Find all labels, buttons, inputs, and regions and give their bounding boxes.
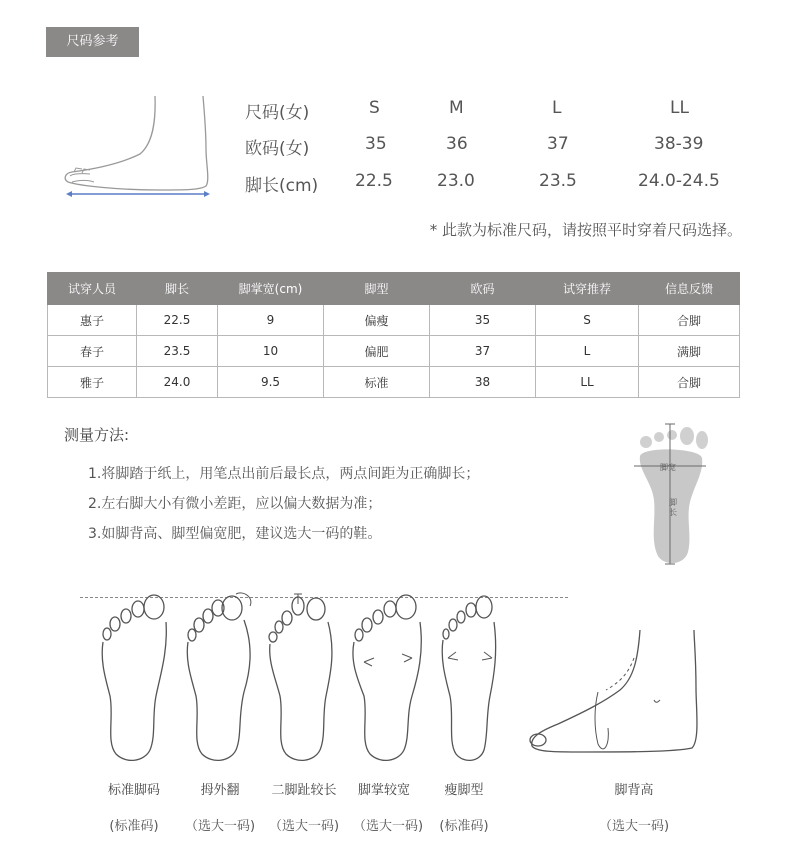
foot-type-label: 二脚趾较长 <box>271 783 337 798</box>
sole-length-label: 脚长 <box>669 498 677 517</box>
size-cell: 36 <box>446 134 468 154</box>
long-second-toe-icon <box>266 592 342 762</box>
size-reference-tag: 尺码参考 <box>46 27 139 57</box>
high-instep-icon <box>524 628 704 768</box>
table-cell: L <box>536 336 639 367</box>
size-row-label: 脚长(cm) <box>245 176 319 196</box>
table-cell: 满脚 <box>639 336 740 367</box>
measure-step: 1.将脚踏于纸上，用笔点出前后最长点，两点间距为正确脚长； <box>88 466 480 482</box>
column-header: 脚型 <box>324 273 430 305</box>
foot-type-label: 标准脚码 <box>107 783 160 798</box>
size-cell: 35 <box>365 134 387 154</box>
foot-sole-illustration <box>630 420 710 566</box>
foot-type-label: 拇外翻 <box>200 783 240 798</box>
foot-type-advice: (标准码) <box>109 819 159 834</box>
size-cell: 23.5 <box>539 171 577 191</box>
measure-step: 2.左右脚大小有微小差距，应以偏大数据为准； <box>88 496 382 512</box>
size-cell: 37 <box>547 134 569 154</box>
foot-type-advice: （选大一码) <box>184 819 256 834</box>
table-cell: 春子 <box>48 336 137 367</box>
size-cell: M <box>449 98 464 118</box>
tryon-table <box>47 272 740 398</box>
table-cell: 合脚 <box>639 305 740 336</box>
table-cell: 9.5 <box>218 367 324 398</box>
bunion-foot-icon <box>182 592 258 762</box>
table-cell: 9 <box>218 305 324 336</box>
table-cell: 38 <box>430 367 536 398</box>
size-cell: LL <box>670 98 689 118</box>
column-header: 脚掌宽(cm) <box>218 273 324 305</box>
table-cell: 偏肥 <box>324 336 430 367</box>
size-cell: 23.0 <box>437 171 475 191</box>
column-header: 试穿推荐 <box>536 273 639 305</box>
foot-type-advice: （选大一码) <box>352 819 424 834</box>
column-header: 欧码 <box>430 273 536 305</box>
foot-type-advice: （选大一码) <box>268 819 340 834</box>
table-row <box>48 336 740 367</box>
size-row-label: 尺码(女) <box>245 103 310 123</box>
foot-type-label: 瘦脚型 <box>444 783 484 798</box>
foot-type-advice: (标准码) <box>439 819 489 834</box>
sole-width-label: 脚宽 <box>660 463 676 472</box>
table-cell: S <box>536 305 639 336</box>
table-cell: 标准 <box>324 367 430 398</box>
size-cell: S <box>369 98 380 118</box>
table-cell: LL <box>536 367 639 398</box>
table-cell: 偏瘦 <box>324 305 430 336</box>
tryon-header-row <box>48 273 740 305</box>
table-cell: 惠子 <box>48 305 137 336</box>
table-cell: 35 <box>430 305 536 336</box>
size-note: * 此款为标准尺码，请按照平时穿着尺码选择。 <box>429 221 742 239</box>
size-cell: L <box>552 98 562 118</box>
table-cell: 合脚 <box>639 367 740 398</box>
foot-type-label: 脚背高 <box>614 783 654 798</box>
size-row-label: 欧码(女) <box>245 139 310 159</box>
column-header: 试穿人员 <box>48 273 137 305</box>
wide-forefoot-icon <box>350 592 426 762</box>
size-cell: 24.0-24.5 <box>638 171 720 191</box>
table-cell: 24.0 <box>137 367 218 398</box>
table-row <box>48 305 740 336</box>
foot-type-advice: （选大一码) <box>598 819 670 834</box>
column-header: 脚长 <box>137 273 218 305</box>
table-cell: 10 <box>218 336 324 367</box>
measure-title: 测量方法: <box>64 426 130 444</box>
table-cell: 22.5 <box>137 305 218 336</box>
table-row <box>48 367 740 398</box>
foot-type-label: 脚掌较宽 <box>357 783 410 798</box>
slim-foot-icon <box>434 592 510 762</box>
measure-step: 3.如脚背高、脚型偏宽肥，建议选大一码的鞋。 <box>88 526 382 542</box>
side-foot-illustration <box>60 94 220 200</box>
table-cell: 37 <box>430 336 536 367</box>
table-cell: 23.5 <box>137 336 218 367</box>
table-cell: 雅子 <box>48 367 137 398</box>
standard-foot-icon <box>96 592 172 762</box>
size-cell: 38-39 <box>654 134 704 154</box>
size-cell: 22.5 <box>355 171 393 191</box>
column-header: 信息反馈 <box>639 273 740 305</box>
